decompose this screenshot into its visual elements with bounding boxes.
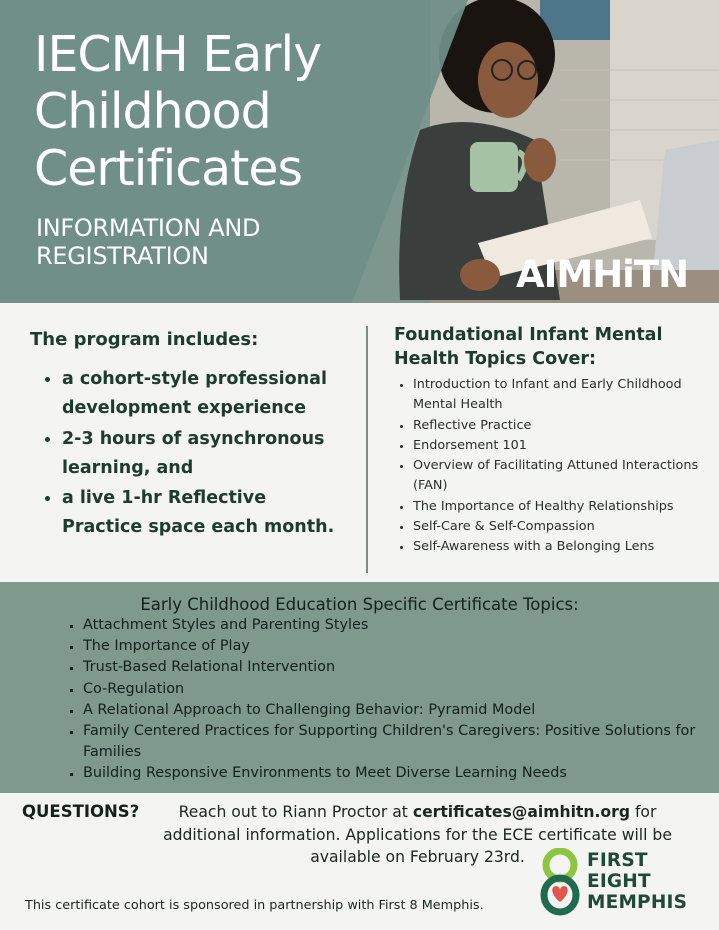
list-item: • a live 1-hr Reflective Practice space each month.	[62, 483, 350, 543]
list-item: • a cohort-style professional development experience	[62, 364, 350, 424]
hero-banner	[0, 0, 719, 303]
aimhitn-logo: AIMHiTN	[516, 253, 689, 296]
list-item: • Endorsement 101	[413, 436, 714, 456]
hero-title-line: Childhood	[34, 83, 271, 140]
foundational-topics-section	[394, 323, 714, 558]
program-heading: The program includes:	[30, 329, 259, 350]
list-item: ▪ Co-Regulation	[83, 679, 719, 700]
foundational-list	[394, 375, 714, 558]
first-eight-logo-icon	[540, 848, 580, 916]
sponsor-text: This certificate cohort is sponsored in partnership with First 8 Memphis.	[25, 898, 484, 913]
list-item: ▪ Attachment Styles and Parenting Styles	[83, 615, 719, 636]
questions-text-before: Reach out to Riann Proctor at	[178, 803, 413, 821]
questions-label: QUESTIONS?	[22, 802, 140, 821]
ece-topics-section	[0, 582, 719, 793]
ece-heading: Early Childhood Education Specific Certificate Topics:	[140, 595, 579, 614]
list-item: • 2-3 hours of asynchronous learning, and	[62, 424, 350, 484]
list-item: ▪ Building Responsive Environments to Meet Diverse Learning Needs	[83, 763, 719, 784]
logo-line: MEMPHIS	[587, 892, 688, 913]
list-item: ▪ Family Centered Practices for Supporting Children's Caregivers: Positive Solutions for Families	[83, 721, 719, 763]
logo-line: EIGHT	[587, 871, 651, 892]
list-item: ▪ A Relational Approach to Challenging Behavior: Pyramid Model	[83, 700, 719, 721]
list-item: • The Importance of Healthy Relationships	[413, 497, 714, 517]
hero-subtitle-line: REGISTRATION	[36, 242, 209, 270]
first-eight-logo-text	[587, 850, 687, 913]
first-eight-memphis-logo	[540, 848, 715, 916]
list-item: ▪ Trust-Based Relational Intervention	[83, 657, 719, 678]
questions-text-after: for additional information. Applications for the ECE certificate will be available on February 23rd.	[163, 803, 672, 866]
contact-email-link[interactable]: certificates@aimhitn.org	[412, 803, 630, 821]
ece-list	[66, 615, 719, 785]
foundational-heading: Foundational Infant Mental Health Topics Cover:	[394, 325, 663, 369]
list-item: • Self-Care & Self-Compassion	[413, 517, 714, 537]
list-item: • Reflective Practice	[413, 416, 714, 436]
hero-subtitle	[36, 214, 260, 270]
column-divider	[366, 326, 368, 573]
program-includes-section	[30, 326, 350, 543]
hero-title-line: IECMH Early	[34, 26, 322, 83]
hero-subtitle-line: INFORMATION AND	[36, 214, 261, 242]
list-item: • Self-Awareness with a Belonging Lens	[413, 537, 714, 557]
hero-title-line: Certificates	[34, 140, 303, 197]
list-item: • Overview of Facilitating Attuned Interactions (FAN)	[413, 456, 714, 497]
list-item: ▪ The Importance of Play	[83, 636, 719, 657]
logo-line: FIRST	[587, 850, 648, 871]
program-list	[30, 364, 350, 543]
list-item: • Introduction to Infant and Early Childhood Mental Health	[413, 375, 714, 416]
hero-title	[34, 26, 321, 197]
